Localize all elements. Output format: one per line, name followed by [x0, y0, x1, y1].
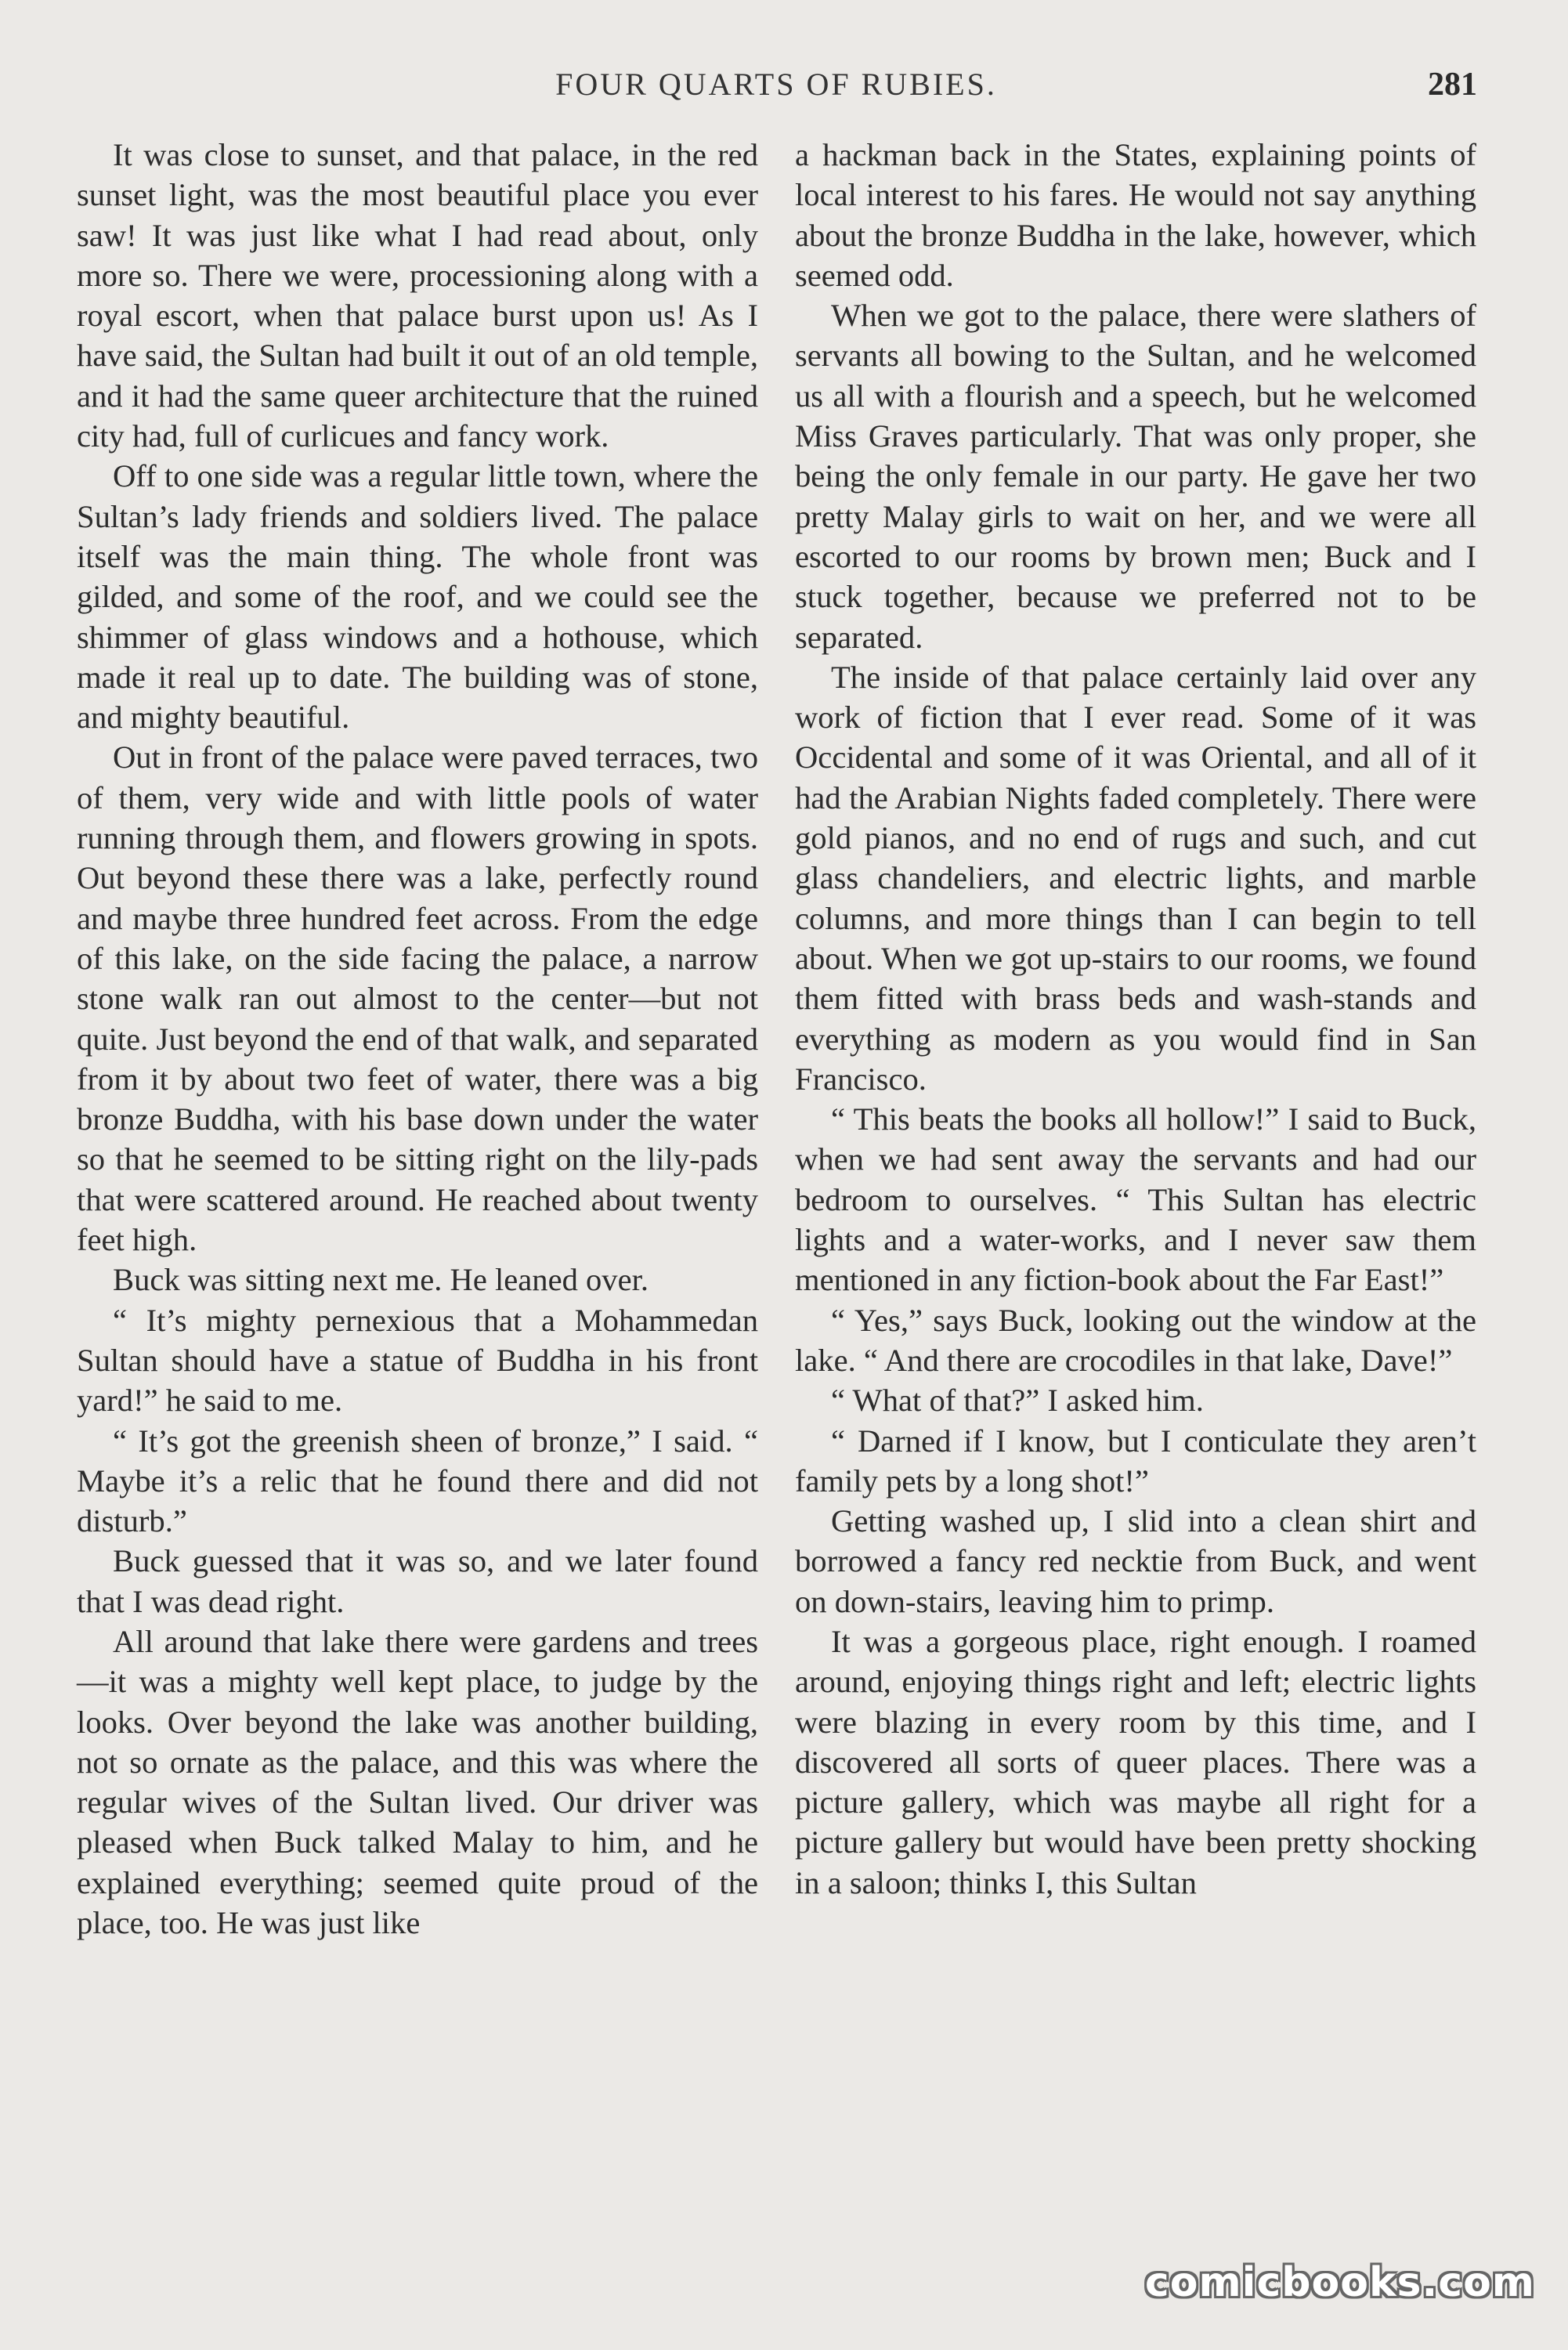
running-head [75, 66, 1477, 113]
paragraph: “ What of that?” I asked him. [831, 1383, 1204, 1419]
right-column [795, 135, 1476, 1903]
paragraph: The inside of that palace certainly laid over any work of fiction that I ever read. Some of it was Occidental and some of it was Oriental, and all of it had the Arabian Nights faded completely. There were gold pianos, and no end of rugs and such, and cut glass chandeliers, and electric lights, and marble columns, and more things than I can begin to tell about. When we got up-stairs to our rooms, we found them fitted with brass beds and wash-stands and everything as modern as you would find in San Francisco. [795, 659, 1476, 1097]
paragraph: “ This beats the books all hollow!” I said to Buck, when we had sent away the servants and had our bedroom to ourselves. “ This Sultan has electric lights and a water-works, and I never saw them mentioned in any fiction-book about the Far East!” [795, 1101, 1476, 1298]
watermark: comicbooks.com [1144, 2259, 1535, 2306]
page-title: FOUR QUARTS OF RUBIES. [555, 67, 997, 102]
paragraph: Buck was sitting next me. He leaned over. [113, 1262, 649, 1298]
paragraph: Out in front of the palace were paved terraces, two of them, very wide and with little pools of water running through them, and flowers growing in spots. Out beyond these there was a lake, perfectly round and maybe three hundred feet across. From the edge of this lake, on the side facing the palace, a narrow stone walk ran out almost to the center—but not quite. Just beyond the end of that walk, and separated from it by about two feet of water, there was a big bronze Buddha, with his base down under the water so that he seemed to be sitting right on the lily-pads that were scattered around. He reached about twenty feet high. [77, 739, 758, 1258]
paragraph: When we got to the palace, there were slathers of servants all bowing to the Sultan, and he welcomed us all with a flourish and a speech, but he welcomed Miss Graves particularly. That was only proper, she being the only female in our party. He gave her two pretty Malay girls to wait on her, and we were all escorted to our rooms by brown men; Buck and I stuck together, because we preferred not to be separated. [795, 298, 1476, 655]
left-column [77, 135, 758, 1943]
paragraph-continuation: a hackman back in the States, explaining points of local interest to his fares. He would not say anything about the bronze Buddha in the lake, however, which seemed odd. [795, 137, 1476, 293]
paragraph: “ Darned if I know, but I conticulate they aren’t family pets by a long shot!” [795, 1423, 1476, 1499]
paragraph: “ It’s mighty pernexious that a Mohammedan Sultan should have a statue of Buddha in his front yard!” he said to me. [77, 1302, 758, 1419]
paragraph: Buck guessed that it was so, and we later found that I was dead right. [77, 1543, 758, 1619]
paragraph: Off to one side was a regular little town, where the Sultan’s lady friends and soldiers lived. The palace itself was the main thing. The whole front was gilded, and some of the roof, and we could see the shimmer of glass windows and a hothouse, which made it real up to date. The building was of stone, and mighty beautiful. [77, 458, 758, 736]
paragraph: “ It’s got the greenish sheen of bronze,” I said. “ Maybe it’s a relic that he found there and did not disturb.” [77, 1423, 758, 1539]
paragraph: All around that lake there were gardens and trees—it was a mighty well kept place, to judge by the looks. Over beyond the lake was another building, not so ornate as the palace, and this was where the regular wives of the Sultan lived. Our driver was pleased when Buck talked Malay to him, and he explained everything; seemed quite proud of the place, too. He was just like [77, 1623, 758, 1941]
paragraph: It was a gorgeous place, right enough. I roamed around, enjoying things right and left; electric lights were blazing in every room by this time, and I discovered all sorts of queer places. There was a picture gallery, which was maybe all right for a picture gallery but would have been pretty shocking in a saloon; thinks I, this Sultan [795, 1623, 1476, 1900]
paragraph: “ Yes,” says Buck, looking out the window at the lake. “ And there are crocodiles in that lake, Dave!” [795, 1302, 1476, 1378]
paragraph: Getting washed up, I slid into a clean shirt and borrowed a fancy red necktie from Buck, and went on down-stairs, leaving him to primp. [795, 1503, 1476, 1619]
page-number: 281 [1428, 67, 1477, 103]
paragraph: It was close to sunset, and that palace, in the red sunset light, was the most beautiful place you ever saw! It was just like what I had read about, only more so. There we were, processioning along with a royal escort, when that palace burst upon us! As I have said, the Sultan had built it out of an old temple, and it had the same queer architecture that the ruined city had, full of curlicues and fancy work. [77, 137, 758, 454]
